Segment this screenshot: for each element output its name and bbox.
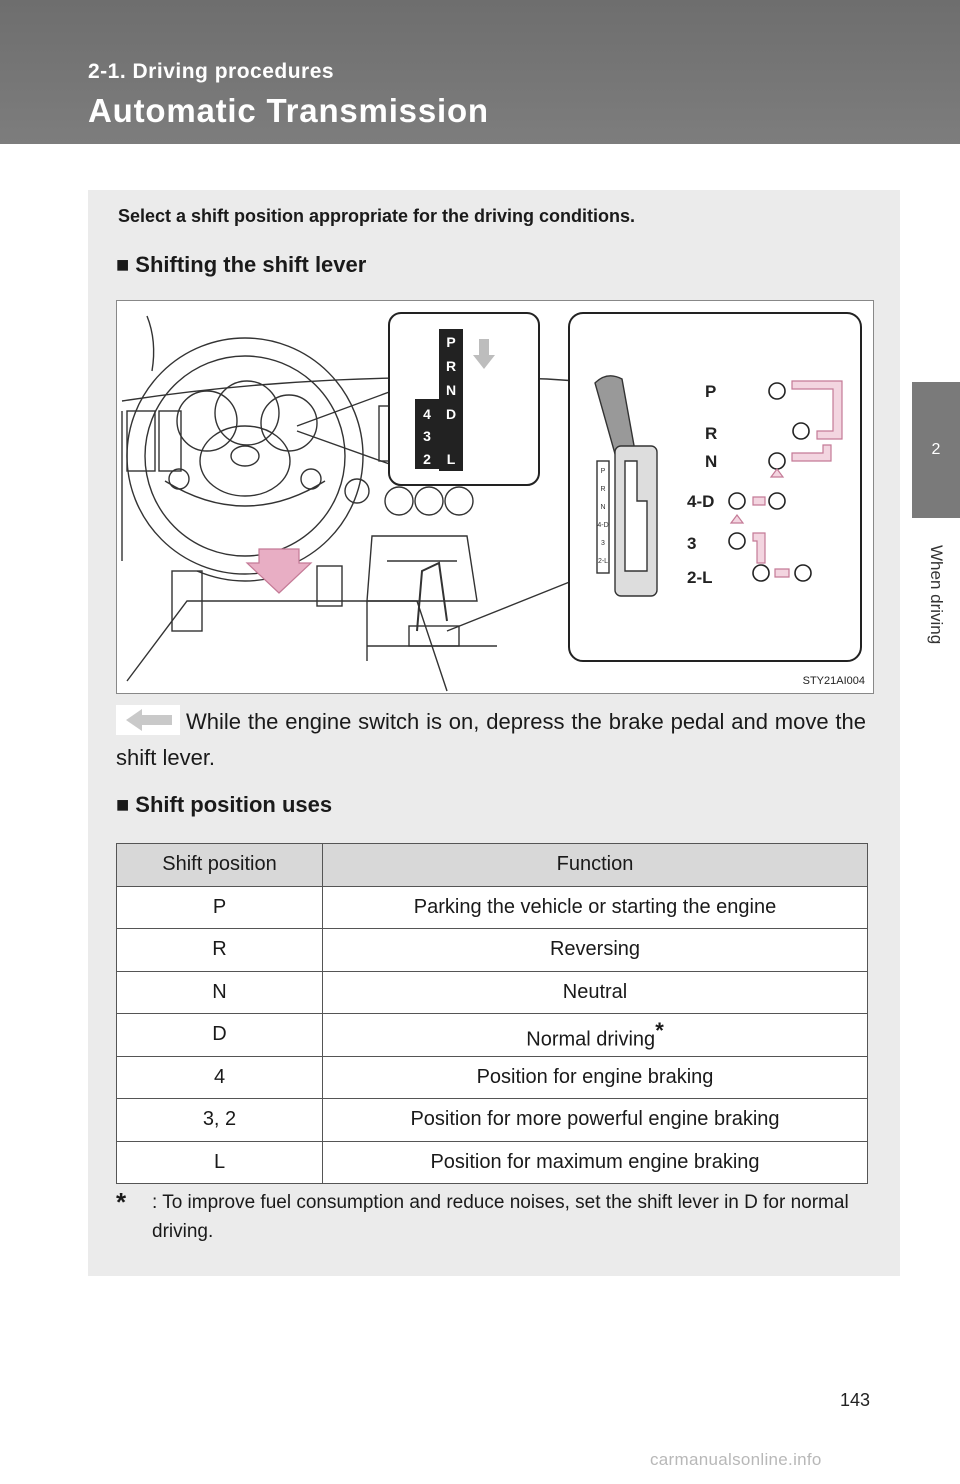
shift-cell: P [117,886,323,929]
table-row [117,1056,868,1099]
dashboard-illustration [117,301,873,693]
function-cell: Position for maximum engine braking [323,1141,868,1184]
table-header-row [117,844,868,887]
footnote-mark: * [116,1187,127,1217]
chapter-label [912,520,960,670]
chapter-number: 2 [931,441,941,458]
pink-arrow-key-icon [116,705,180,735]
page-number: 143 [840,1390,871,1410]
chapter-tab[interactable] [912,382,960,518]
function-cell [323,1014,868,1057]
subhead-shifting [116,252,366,278]
table-row [117,886,868,929]
function-text: Normal driving [526,1028,656,1051]
svg-text:4: 4 [423,406,431,422]
column-header: Shift position [117,844,323,887]
table-row [117,929,868,972]
square-bullet-icon: ■ [116,792,130,817]
table-row [117,1014,868,1057]
svg-text:3: 3 [687,534,697,553]
footnote [116,1188,868,1246]
function-cell: Neutral [323,971,868,1014]
svg-text:P: P [446,334,456,350]
page-title: Automatic Transmission [88,92,489,129]
column-header: Function [323,844,868,887]
page-header [0,0,960,144]
subhead-uses [116,792,332,818]
figure-code: STY21AI004 [802,675,865,687]
svg-text:N: N [705,452,718,471]
table-row [117,971,868,1014]
svg-text:D: D [445,406,457,422]
svg-text:P: P [705,382,717,401]
function-cell: Position for more powerful engine braking [323,1099,868,1142]
intro-text: Select a shift position appropriate for the driving conditions. [118,206,636,226]
table-row [117,1141,868,1184]
svg-text:N: N [445,382,457,398]
svg-text:R: R [445,358,457,374]
shift-cell: L [117,1141,323,1184]
shift-cell: R [117,929,323,972]
svg-text:2: 2 [423,451,431,467]
table-row [117,1099,868,1142]
svg-text:P: P [600,468,606,475]
svg-text:3: 3 [601,540,605,547]
svg-text:4-D: 4-D [597,522,609,529]
square-bullet-icon: ■ [116,252,130,277]
footnote-mark: * [655,1017,664,1043]
svg-text:R: R [705,424,718,443]
watermark[interactable]: carmanualsonline.info [650,1450,822,1469]
shift-cell: N [117,971,323,1014]
shift-cell: D [117,1014,323,1057]
shift-cell: 3, 2 [117,1099,323,1142]
chapter-label-text: When driving [927,545,946,645]
svg-text:3: 3 [423,428,431,444]
svg-text:N: N [600,504,606,511]
svg-text:2-L: 2-L [687,568,713,587]
function-cell: Position for engine braking [323,1056,868,1099]
description-body: While the engine switch is on, depress the brake pedal and move the shift lever. [116,709,866,770]
svg-text:4-D: 4-D [687,492,715,511]
footnote-text: : To improve fuel consumption and reduce noises, set the shift lever in D for normal driving. [152,1192,849,1242]
svg-text:2-L: 2-L [597,558,609,565]
shift-position-table [116,843,868,1184]
description-text [116,704,866,776]
section-label: 2-1. Driving procedures [88,60,335,83]
shift-cell: 4 [117,1056,323,1099]
function-cell: Reversing [323,929,868,972]
function-cell: Parking the vehicle or starting the engine [323,886,868,929]
svg-text:L: L [446,451,456,467]
shift-lever-figure [116,300,874,694]
subhead-uses-text: Shift position uses [135,792,333,817]
svg-text:R: R [600,486,606,493]
subhead-shifting-text: Shifting the shift lever [135,252,367,277]
